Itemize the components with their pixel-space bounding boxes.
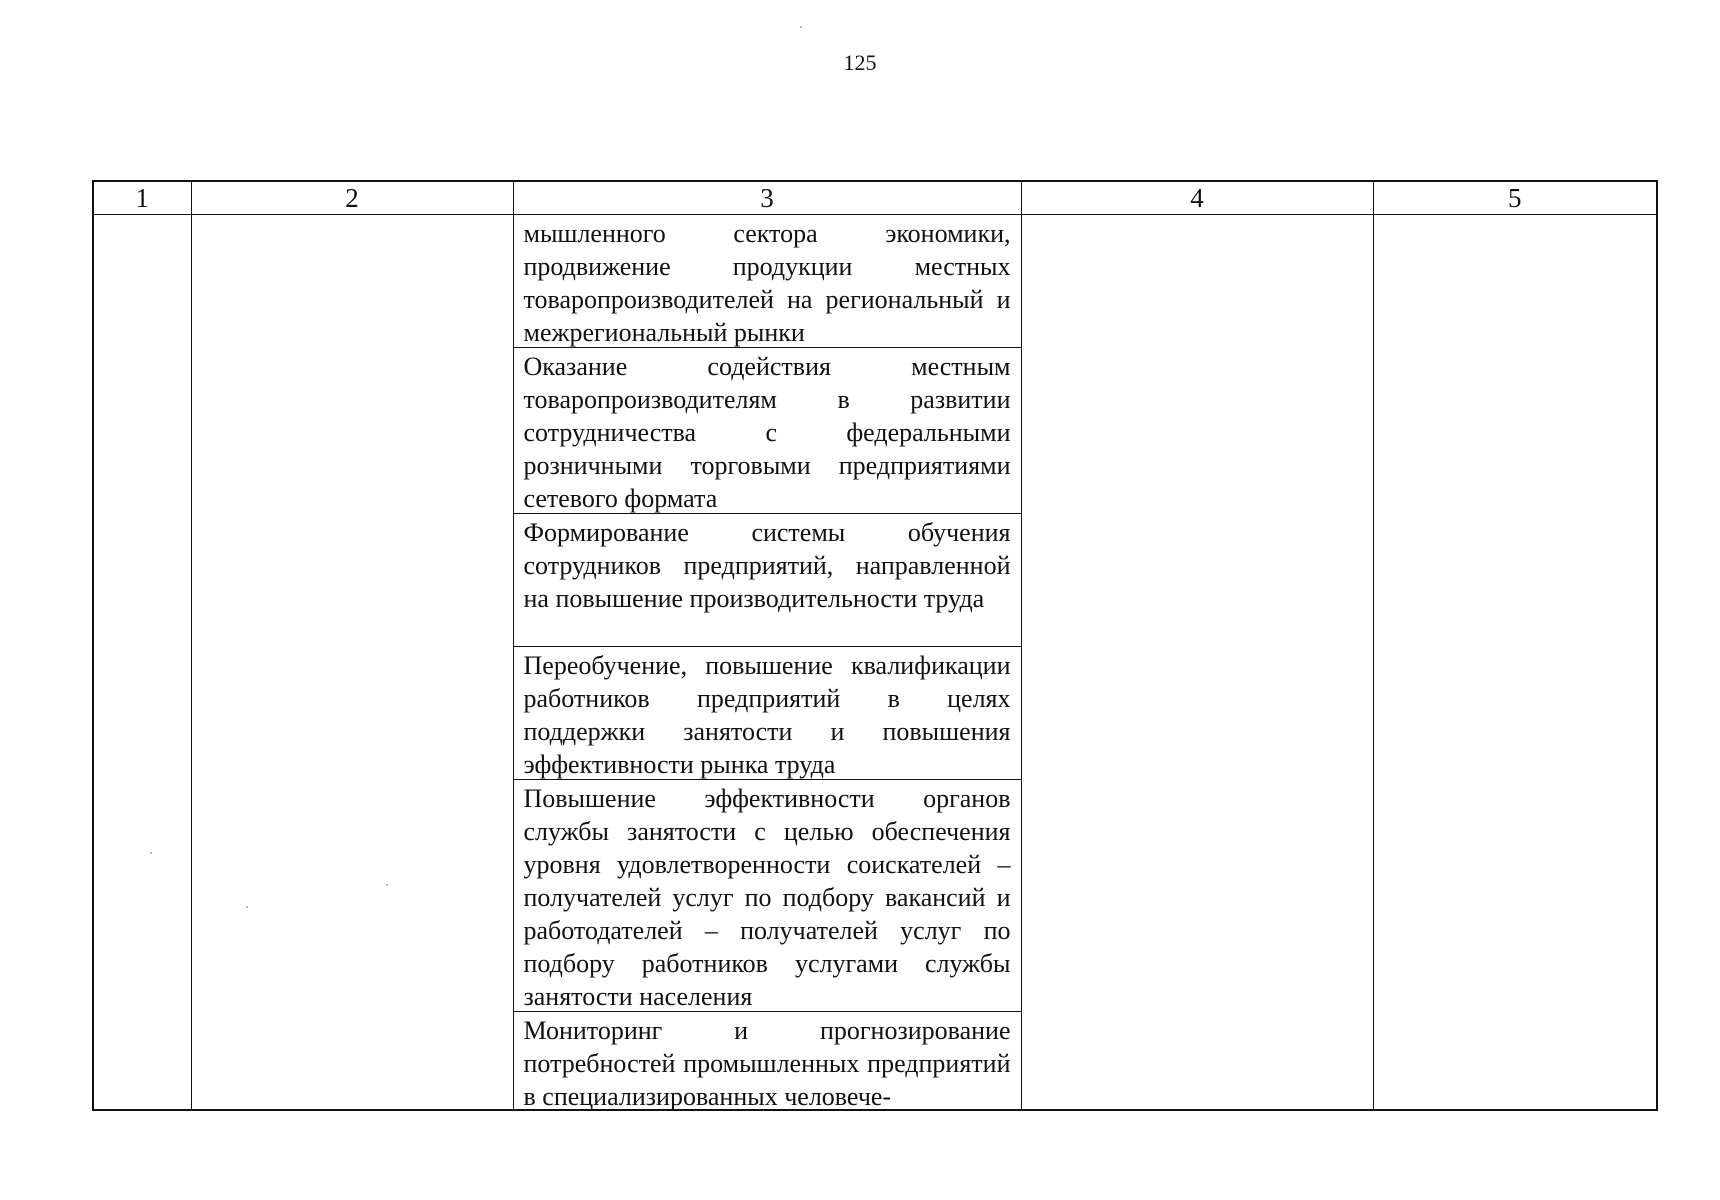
column-3-cell <box>513 215 1021 1111</box>
column-header-3: 3 <box>513 181 1021 215</box>
page-number: 125 <box>843 50 877 75</box>
table-entry: мышленного сектора экономики, продвижение продукции местных товаропроизводителей на региональный и межрегиональный рынки <box>514 215 1021 348</box>
table-row <box>93 215 1657 1111</box>
column-header-5: 5 <box>1373 181 1657 215</box>
table-entry: Переобучение, повышение квалификации работников предприятий в целях поддержки занятости и повышения эффективности рынка труда <box>514 647 1021 780</box>
column-5-cell <box>1373 215 1657 1111</box>
column-2-cell <box>191 215 513 1111</box>
table-entry: Повышение эффективности органов службы занятости с целью обеспечения уровня удовлетворенности соискателей – получателей услуг по подбору вакансий и работодателей – получателей услуг по подбору работников услугами службы занятости населения <box>514 780 1021 1012</box>
column-header-4: 4 <box>1021 181 1373 215</box>
data-table <box>92 180 1658 1111</box>
header-row <box>93 181 1657 215</box>
column-4-cell <box>1021 215 1373 1111</box>
column-header-2: 2 <box>191 181 513 215</box>
table-entry: Мониторинг и прогнозирование потребностей промышленных предприятий в специализированных человече- <box>523 1016 1011 1111</box>
column-3-entries <box>514 215 1021 1109</box>
scan-speck <box>800 26 802 28</box>
table-entry: Оказание содействия местным товаропроизводителям в развитии сотрудничества с федеральными розничными торговыми предприятиями сетевого формата <box>514 348 1021 514</box>
column-1-cell <box>93 215 191 1111</box>
column-header-1: 1 <box>93 181 191 215</box>
table-entry: Формирование системы обучения сотрудников предприятий, направленной на повышение производительности труда <box>514 514 1021 647</box>
